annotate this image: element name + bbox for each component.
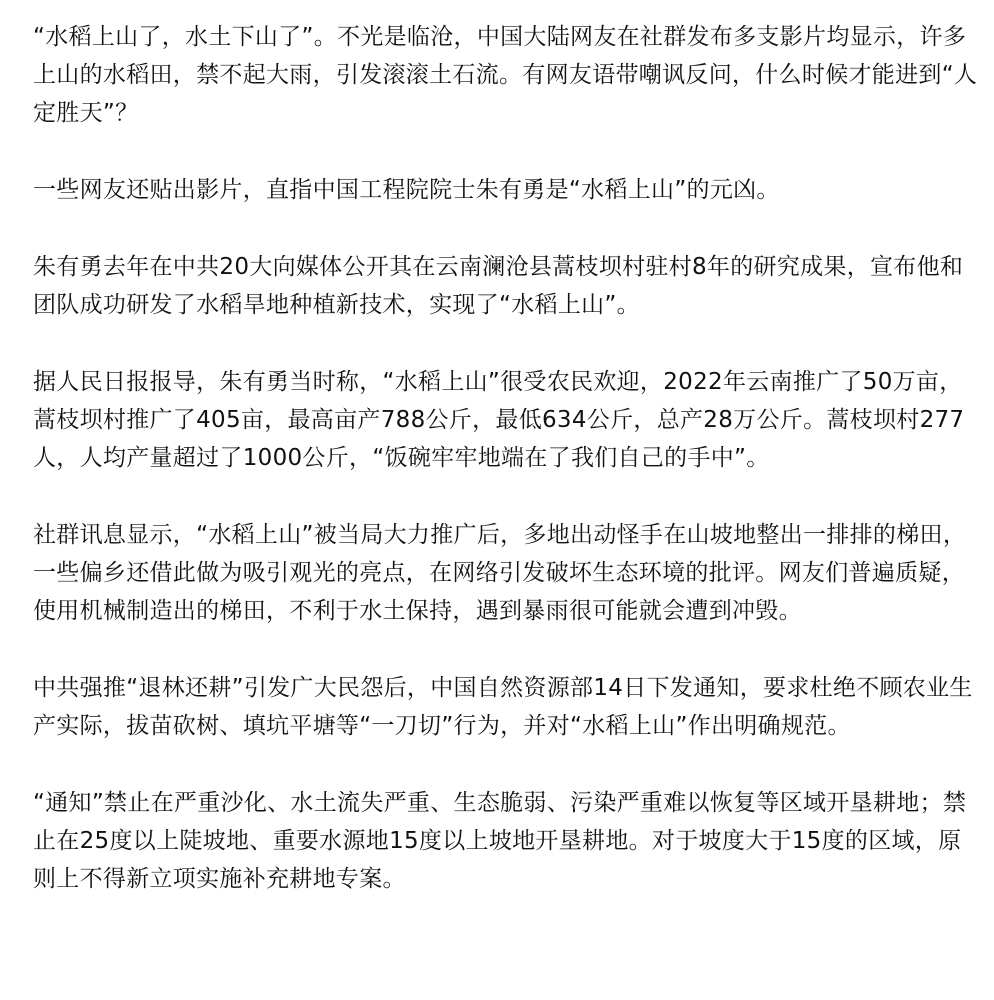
article-paragraph-6: 中共强推“退林还耕”引发广大民怨后，中国自然资源部14日下发通知，要求杜绝不顾农业生产实际，拔苗砍树、填坑平塘等“一刀切”行为，并对“水稻上山”作出明确规范。: [33, 675, 973, 739]
article-paragraph-7: “通知”禁止在严重沙化、水土流失严重、生态脆弱、污染严重难以恢复等区域开垦耕地；禁止在25度以上陡坡地、重要水源地15度以上坡地开垦耕地。对于坡度大于15度的区域，原则上不得新立项实施补充耕地专案。: [33, 790, 967, 892]
article-paragraph-4: 据人民日报报导，朱有勇当时称，“水稻上山”很受农民欢迎，2022年云南推广了50万亩，蒿枝坝村推广了405亩，最高亩产788公斤，最低634公斤，总产28万公斤。蒿枝坝村277人，人均产量超过了1000公斤，“饭碗牢牢地端在了我们自己的手中”。: [33, 369, 965, 471]
article-paragraph-1: “水稻上山了，水土下山了”。不光是临沧，中国大陆网友在社群发布多支影片均显示，许多上山的水稻田，禁不起大雨，引发滚滚土石流。有网友语带嘲讽反问，什么时候才能进到“人定胜天”？: [33, 24, 978, 126]
article-paragraph-3: 朱有勇去年在中共20大向媒体公开其在云南澜沧县蒿枝坝村驻村8年的研究成果，宣布他和团队成功研发了水稻旱地种植新技术，实现了“水稻上山”。: [33, 254, 964, 318]
article-paragraph-2: 一些网友还贴出影片，直指中国工程院院士朱有勇是“水稻上山”的元凶。: [33, 177, 780, 203]
article-body: [33, 18, 978, 937]
article-paragraph-5: 社群讯息显示，“水稻上山”被当局大力推广后，多地出动怪手在山坡地整出一排排的梯田，一些偏乡还借此做为吸引观光的亮点，在网络引发破坏生态环境的批评。网友们普遍质疑，使用机械制造出的梯田，不利于水土保持，遇到暴雨很可能就会遭到冲毁。: [33, 522, 967, 624]
